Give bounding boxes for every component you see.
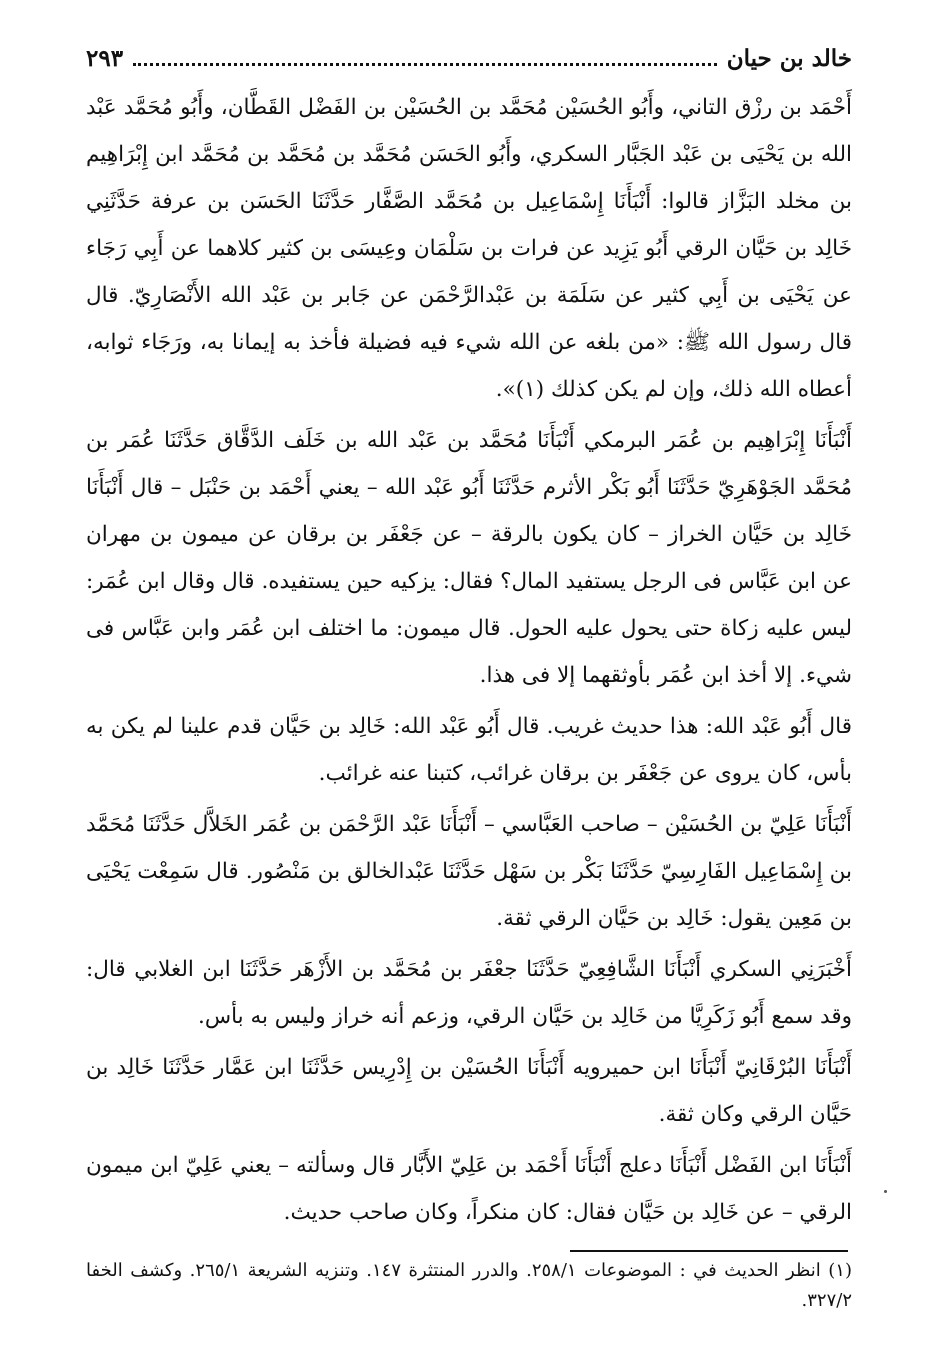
header-leader-dots [133,63,717,66]
paragraph: قال أَبُو عَبْد الله: هذا حديث غريب. قال أَبُو عَبْد الله: خَالِد بن حَيَّان قدم علينا لم يكن به بأس، كان يروى عن جَعْفَر بن برقان غرائب، كتبنا عنه غرائب. [86,714,852,786]
paragraph: أَحْمَد بن رزْق التاني، وأَبُو الحُسَيْن مُحَمَّد بن الحُسَيْن بن الفَضْل القَطَّان، وأَبُو مُحَمَّد عَبْد الله بن يَحْيَى بن عَبْد الجَبَّار السكري، وأَبُو الحَسَن مُحَمَّد بن مُحَمَّد بن مُحَمَّد ابن إِبْرَاهِيم بن مخلد البَزَّاز قالوا: أَنْبَأَنَا إِسْمَاعِيل بن مُحَمَّد الصَّفَّار حَدَّثَنَا الحَسَن بن عرفة حَدَّثَنِي خَالِد بن حَيَّان الرقي أَبُو يَزِيد عن فرات بن سَلْمَان وعِيسَى بن كثير كلاهما عن أَبِي رَجَاء عن يَحْيَى بن أَبِي كثير عن سَلَمَة بن عَبْدالرَّحْمَن عن جَابر بن عَبْد الله الأَنْصَارِيّ. قال قال رسول الله ﷺ: «من بلغه عن الله شيء فيه فضيلة فأخذ به إيمانا به، ورَجَاء ثوابه، أعطاه الله ذلك، وإن لم يكن كذلك (١)». [86,95,852,402]
paragraph: أَنْبَأَنَا إِبْرَاهِيم بن عُمَر البرمكي أَنْبَأَنَا مُحَمَّد بن عَبْد الله بن خَلَف الدَّقَّاق حَدَّثَنَا عُمَر بن مُحَمَّد الجَوْهَرِيّ حَدَّثَنَا أَبُو بَكْر الأثرم حَدَّثَنَا أَبُو عَبْد الله – يعني أَحْمَد بن حَنْبَل – قال أَنْبَأَنَا خَالِد بن حَيَّان الخراز – كان يكون بالرقة – عن جَعْفَر بن برقان عن ميمون بن مهران عن ابن عَبَّاس فى الرجل يستفيد المال؟ فقال: يزكيه حين يستفيده. قال وقال ابن عُمَر: ليس عليه زكاة حتى يحول عليه الحول. قال ميمون: ما اختلف ابن عُمَر وابن عَبَّاس فى شيء. إلا أخذ ابن عُمَر بأوثقهما إلا فى هذا. [86,428,852,688]
paragraph: أَخْبَرَنِي السكري أَنْبَأَنَا الشَّافِعِيّ حَدَّثَنَا جعْفَر بن مُحَمَّد بن الأَزْهَر حَدَّثَنَا ابن الغلابي قال: وقد سمع أَبُو زَكَرِيَّا من خَالِد بن حَيَّان الرقي، وزعم أنه خراز وليس به بأس. [86,957,852,1029]
page-header [86,40,852,76]
footnote: (١) انظر الحديث في : الموضوعات ٢٥٨/١. والدرر المنتثرة ١٤٧. وتنزيه الشريعة ٢٦٥/١. وكشف الخفا ٣٢٧/٢. [86,1260,852,1311]
margin-speck [884,1190,887,1193]
page-body [86,84,852,1240]
paragraph: أَنْبَأَنَا ابن الفَضْل أَنْبَأَنَا دعلج أَنْبَأَنَا أَحْمَد بن عَلِيّ الأَبَّار قال وسألته – يعني عَلِيّ ابن ميمون الرقي – عن خَالِد بن حَيَّان فقال: كان منكراً، وكان صاحب حديث. [86,1153,852,1225]
paragraph: أَنْبَأَنَا عَلِيّ بن الحُسَيْن – صاحب العَبَّاسي – أَنْبَأَنَا عَبْد الرَّحْمَن بن عُمَر الخَلاَّل حَدَّثَنَا مُحَمَّد بن إِسْمَاعِيل الفَارِسِيّ حَدَّثَنَا بَكْر بن سَهْل حَدَّثَنَا عَبْدالخالق بن مَنْصُور. قال سَمِعْت يَحْيَى بن مَعِين يقول: خَالِد بن حَيَّان الرقي ثقة. [86,812,852,931]
page-number: ٢٩٣ [86,44,124,72]
footnote-separator [570,1250,848,1252]
paragraph: أَنْبَأَنَا البُرْقَانِيّ أَنْبَأَنَا ابن حميرويه أَنْبَأَنَا الحُسَيْن بن إِدْرِيس حَدَّثَنَا ابن عَمَّار حَدَّثَنَا خَالِد بن حَيَّان الرقي وكان ثقة. [86,1055,852,1127]
running-title: خالد بن حيان [726,44,852,72]
